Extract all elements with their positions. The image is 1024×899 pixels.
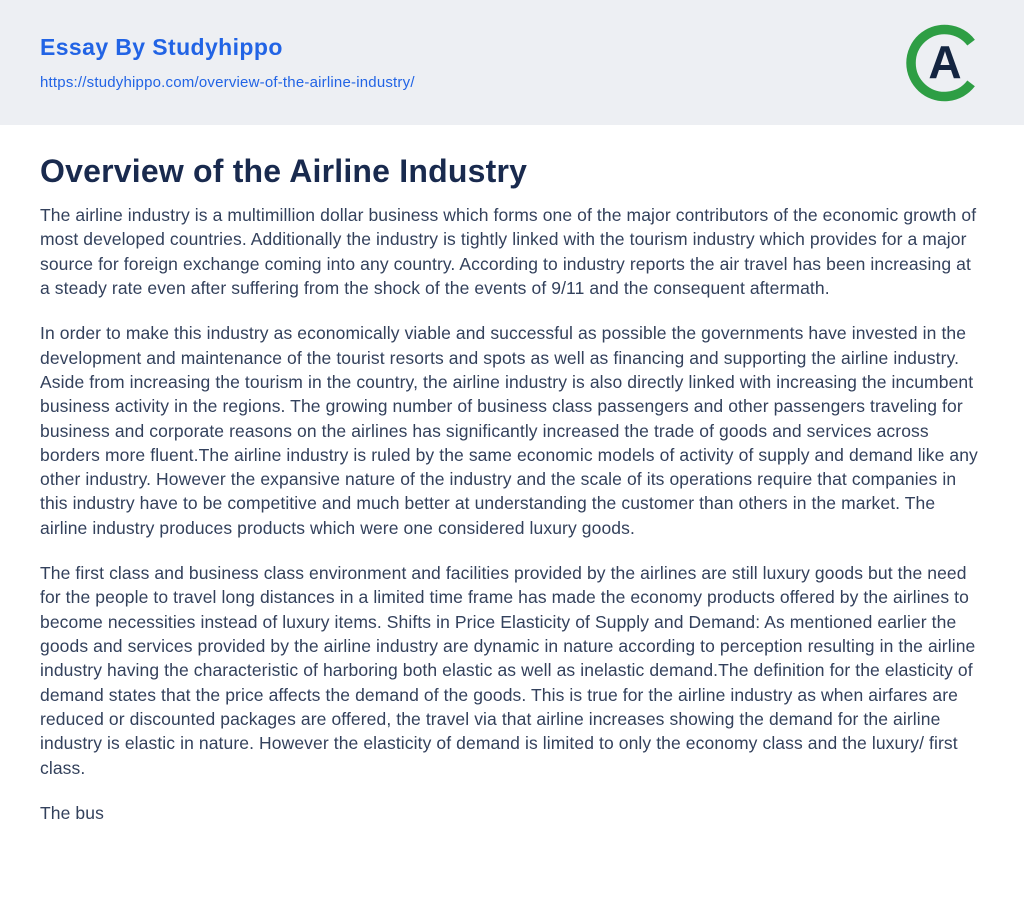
article-content xyxy=(0,125,1024,865)
site-title: Essay By Studyhippo xyxy=(40,34,283,60)
logo-letter: A xyxy=(928,35,962,88)
article-paragraph-3: The first class and business class environment and facilities provided by the airlines are still luxury goods but the need for the people to travel long distances in a limited time frame has made the economy products offered by the airlines to become necessities instead of luxury items. Shifts in Price Elasticity of Supply and Demand: As mentioned earlier the goods and services provided by the airline industry are dynamic in nature according to perception resulting in the airline industry having the characteristic of harboring both elastic as well as inelastic demand.The definition for the elasticity of demand states that the price affects the demand of the goods. This is true for the airline industry as when airfares are reduced or discounted packages are offered, the travel via that airline increases showing the demand for the airline industry is elastic in nature. However the elasticity of demand is limited to only the economy class and the luxury/ first class. xyxy=(40,563,976,778)
studyhippo-logo[interactable] xyxy=(906,24,984,102)
source-url-link[interactable]: https://studyhippo.com/overview-of-the-airline-industry/ xyxy=(40,74,415,91)
article-paragraph-1: The airline industry is a multimillion dollar business which forms one of the major contributors of the economic growth of most developed countries. Additionally the industry is tightly linked with the tourism industry which provides for a major source for foreign exchange coming into any country. According to industry reports the air travel has been increasing at a steady rate even after suffering from the shock of the events of 9/11 and the consequent aftermath. xyxy=(40,205,977,298)
article-title: Overview of the Airline Industry xyxy=(40,153,528,189)
header-text-block xyxy=(40,34,415,91)
article-paragraph-4: The bus xyxy=(40,802,104,823)
site-header xyxy=(0,0,1024,125)
article-paragraph-2: In order to make this industry as economically viable and successful as possible the governments have invested in the development and maintenance of the tourist resorts and spots as well as financing and supporting the airline industry. Aside from increasing the tourism in the country, the airline industry is also directly linked with increasing the incumbent business activity in the regions. The growing number of business class passengers and other passengers traveling for business and corporate reasons on the airlines has significantly increased the trade of goods and services across borders more fluent.The airline industry is ruled by the same economic models of activity of supply and demand like any other industry. However the expansive nature of the industry and the scale of its operations require that companies in this industry have to be competitive and much better at understanding the customer than others in the market. The airline industry produces products which were one considered luxury goods. xyxy=(40,323,978,538)
